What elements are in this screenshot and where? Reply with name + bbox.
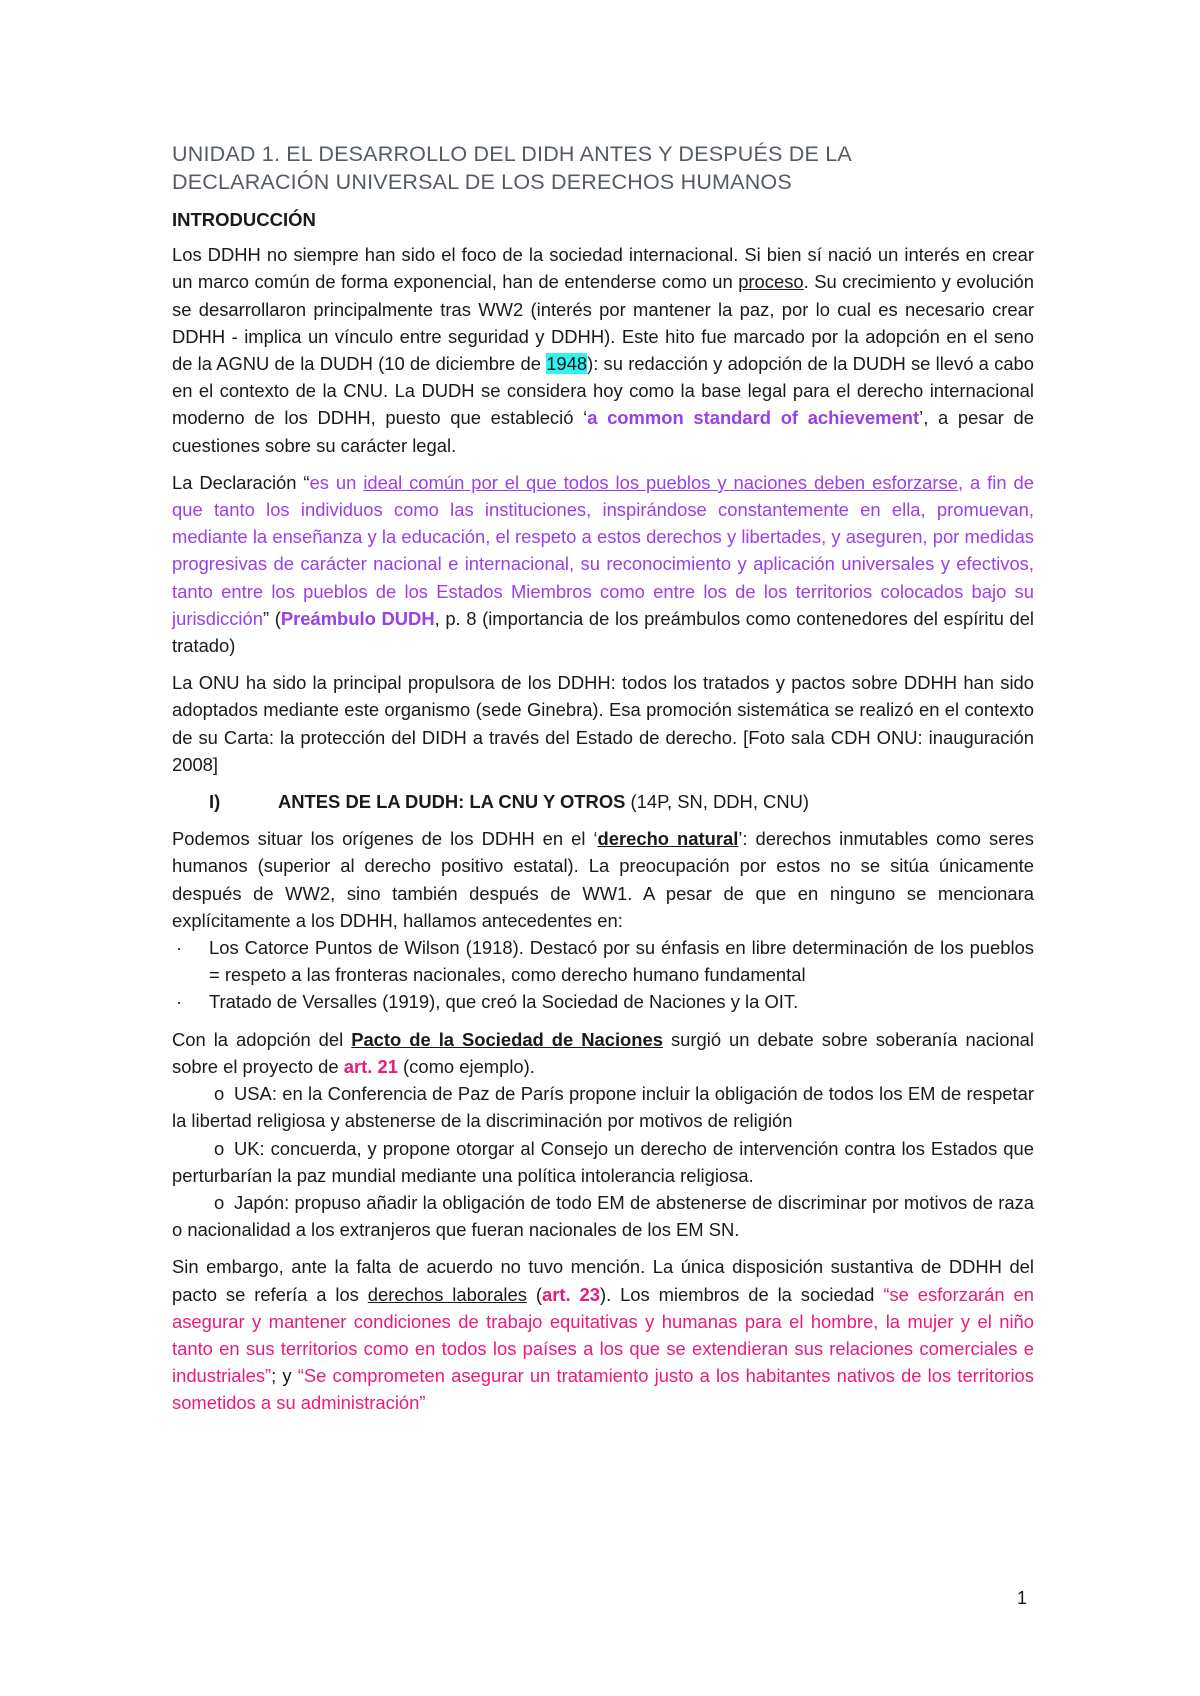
p1-text-a: Los DDHH no siempre han sido el foco de la sociedad internacional. Si bien sí nació un interés en crear un marco común de forma exponencial, han de entenderse como un: [172, 244, 1034, 293]
p2-text-c: , p. 8 (importancia de los preámbulos como contenedores del espíritu del tratado): [172, 607, 1035, 657]
sub-item-text: UK: concuerda, y propone otorgar al Consejo un derecho de intervención contra los Estados que perturbarían la paz mundial mediante una política intolerancia religiosa.: [172, 1137, 1034, 1186]
unit-title: [172, 140, 1034, 196]
ref-art-23: art. 23: [541, 1283, 600, 1305]
section-number: I): [209, 791, 221, 813]
p6-text-c: ). Los miembros de la sociedad: [599, 1283, 884, 1305]
p6-text-d: ; y: [271, 1365, 298, 1387]
p2-quote-start: es un: [309, 471, 364, 493]
list-item-text: Los Catorce Puntos de Wilson (1918). Destacó por su énfasis en libre determinación de los pueblos = respeto a las fronteras nacionales, como derecho humano fundamental: [209, 937, 1034, 986]
section-note: (14P, SN, DDH, CNU): [625, 791, 810, 813]
p4-text-b: ’: derechos inmutables como seres humanos (superior al derecho positivo estatal). La preocupación por estos no se sitúa únicamente después de WW2, sino también después de WW1. A pesar de que en ninguno se mencionara explícitamente a los DDHH, hallamos antecedentes en:: [172, 828, 1034, 931]
section-heading: [172, 788, 1034, 815]
bullet-dot: ·: [176, 937, 183, 959]
paragraph-pacto: [172, 1026, 1034, 1080]
p5-text-c: (como ejemplo).: [397, 1055, 535, 1077]
list-item-text: Tratado de Versalles (1919), que creó la Sociedad de Naciones y la OIT.: [209, 991, 799, 1013]
p2-quote-underlined: ideal común por el que todos los pueblos y naciones deben esforzarse: [363, 471, 958, 493]
list-item: [172, 988, 1034, 1015]
highlight-year: 1948: [546, 353, 588, 375]
quote-habitantes: “Se comprometen asegurar un tratamiento justo a los habitantes nativos de los territorios sometidos a su administración”: [172, 1365, 1034, 1414]
p2-text-b: ” (: [262, 607, 281, 629]
antecedents-list: [172, 934, 1034, 1016]
paragraph-intro: [172, 241, 1034, 459]
p5-text-a: Con la adopción del: [172, 1028, 352, 1050]
document-body: [172, 140, 1034, 1427]
sub-item-usa: [172, 1080, 1034, 1134]
p5-text-b: surgió un debate sobre soberanía nacional sobre el proyecto de: [172, 1028, 1034, 1077]
p2-quote-rest: , a fin de que tanto los individuos como las instituciones, inspirándose constantemente en ella, promuevan, mediante la enseñanza y la educación, el respeto a estos derechos y libertades, y aseguren, por medidas progresivas de carácter nacional e internacional, su reconocimiento y aplicación universales y efectivos, tanto entre los pueblos de los Estados Miembros como entre los de los territorios colocados bajo su jurisdicción: [172, 471, 1034, 629]
bullet-dot: ·: [176, 991, 183, 1013]
p6-text-b: (: [526, 1283, 542, 1305]
ref-preambulo: Preámbulo DUDH: [280, 607, 435, 629]
paragraph-declaracion: [172, 469, 1034, 659]
unit-title-line2: DECLARACIÓN UNIVERSAL DE LOS DERECHOS HUMANOS: [172, 170, 792, 194]
p4-text-a: Podemos situar los orígenes de los DDHH en el ‘: [172, 828, 598, 850]
sub-item-text: Japón: propuso añadir la obligación de todo EM de abstenerse de discriminar por motivos de raza o nacionalidad a los extranjeros que fueran nacionales de los EM SN.: [172, 1191, 1034, 1241]
quote-common-standard: a common standard of achievement: [587, 407, 920, 429]
p1-text-c: ): su redacción y adopción de la DUDH se llevó a cabo en el contexto de la CNU. La DUDH se considera hoy como la base legal para el derecho internacional moderno de los DDHH, puesto que estableció ‘: [172, 353, 1034, 429]
intro-heading: INTRODUCCIÓN: [172, 209, 316, 230]
p2-text-a: La Declaración “: [172, 471, 310, 493]
unit-title-line1: UNIDAD 1. EL DESARROLLO DEL DIDH ANTES Y DESPUÉS DE LA: [172, 142, 852, 166]
paragraph-derechos-laborales: [172, 1253, 1034, 1416]
ref-art-21: art. 21: [343, 1055, 398, 1077]
term-pacto-sn: Pacto de la Sociedad de Naciones: [351, 1028, 663, 1050]
section-title: ANTES DE LA DUDH: LA CNU Y OTROS: [278, 791, 626, 813]
paragraph-origenes: [172, 825, 1034, 934]
sub-marker: o: [214, 1083, 225, 1105]
sub-item-uk: [172, 1135, 1034, 1189]
p1-text-b: . Su crecimiento y evolución se desarrollaron principalmente tras WW2 (interés por mantener la paz, por lo cual es necesario crear DDHH - implica un vínculo entre seguridad y DDHH). Este hito fue marcado por la adopción en el seno de la AGNU de la DUDH (10 de diciembre de: [172, 271, 1035, 375]
paragraph-onu: La ONU ha sido la principal propulsora de los DDHH: todos los tratados y pactos sobre DDHH han sido adoptados mediante este organismo (sede Ginebra). Esa promoción sistemática se realizó en el contexto de su Carta: la protección del DIDH a través del Estado de derecho. [Foto sala CDH ONU: inauguración 2008]: [172, 672, 1034, 775]
quote-trabajo: “se esforzarán en asegurar y mantener condiciones de trabajo equitativas y humanas para el hombre, la mujer y el niño tanto en sus territorios como en todos los países a los que se extendieran sus relaciones comerciales e industriales”: [172, 1283, 1034, 1387]
page-number: 1: [1017, 1588, 1028, 1608]
term-derechos-laborales: derechos laborales: [367, 1283, 527, 1305]
sub-item-text: USA: en la Conferencia de Paz de París propone incluir la obligación de todos los EM de respetar la libertad religiosa y abstenerse de la discriminación por motivos de religión: [172, 1083, 1034, 1132]
sub-marker: o: [214, 1137, 225, 1159]
term-derecho-natural: derecho natural: [597, 828, 739, 850]
p6-text-a: Sin embargo, ante la falta de acuerdo no tuvo mención. La única disposición sustantiva de DDHH del pacto se refería a los: [172, 1256, 1034, 1305]
sub-item-japon: [172, 1189, 1034, 1243]
sub-marker: o: [214, 1191, 225, 1213]
term-proceso: proceso: [738, 271, 804, 293]
p1-text-d: ’, a pesar de cuestiones sobre su carácter legal.: [172, 407, 1034, 456]
list-item: [172, 934, 1034, 988]
